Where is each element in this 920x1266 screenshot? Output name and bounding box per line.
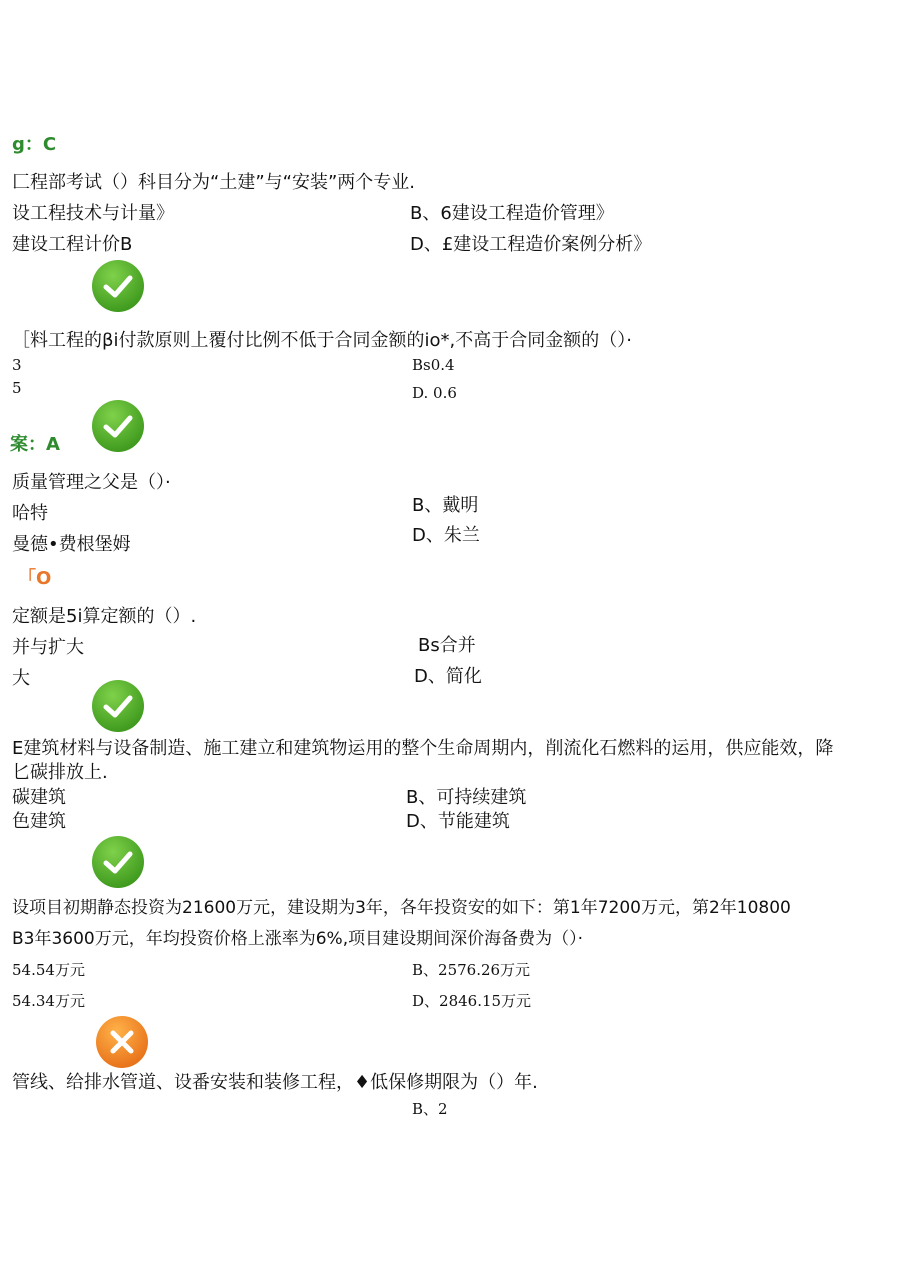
option-b: Bs合并 (418, 635, 476, 656)
option-d: D. 0.6 (412, 384, 457, 402)
option-d: D、节能建筑 (406, 811, 510, 832)
option-c: 建设工程计价B (12, 234, 133, 255)
option-b: B、可持续建筑 (406, 787, 527, 808)
question-6-text: 设项目初期静态投资为21600万元，建设期为3年，各年投资安的如下：第1年7200万元，第2年10800 (12, 898, 791, 918)
option-d: D、2846.15万元 (412, 992, 532, 1010)
question-3-text: 质量管理之父是（）· (12, 472, 171, 493)
option-d: D、朱兰 (412, 525, 480, 546)
option-b: B、2576.26万元 (412, 961, 531, 979)
question-5-text: E建筑材料与设备制造、施工建立和建筑物运用的整个生命周期内，削流化石燃料的运用，供应能效，降 (12, 738, 834, 759)
option-a: 54.54万元 (12, 961, 85, 979)
option-a: 设工程技术与计量》 (12, 203, 174, 224)
answer-label: g：C (12, 134, 57, 155)
option-a: 哈特 (12, 503, 48, 524)
option-c: 54.34万元 (12, 992, 85, 1010)
question-7-text: 管线、给排水管道、设番安装和装修工程，♦低保修期限为（）年. (12, 1072, 538, 1093)
cross-icon (94, 1014, 150, 1070)
option-c: 5 (12, 379, 22, 397)
option-a: 并与扩大 (12, 637, 84, 658)
option-b: B、戴明 (412, 495, 479, 516)
question-5-text-cont: 匕碳排放上. (12, 762, 108, 783)
check-icon (90, 398, 146, 454)
question-2-text: ［料工程的βi付款原则上覆付比例不低于合同金额的io*,不高于合同金额的（）· (12, 330, 632, 351)
option-d: D、£建设工程造价案例分析》 (410, 234, 652, 255)
question-4-text: 定额是5i算定额的（）. (12, 606, 197, 627)
answer-label: 案：A (10, 434, 60, 455)
option-b: Bs0.4 (412, 356, 455, 374)
question-6-text-cont: B3年3600万元，年均投资价格上涨率为6%,项目建设期间深价海备费为（）· (12, 929, 584, 949)
check-icon (90, 834, 146, 890)
option-a: 碳建筑 (12, 787, 66, 808)
option-d: D、简化 (414, 666, 482, 687)
option-b: B、6建设工程造价管理》 (410, 203, 614, 224)
answer-label: 「O (18, 568, 52, 589)
option-c: 曼德•费根堡姆 (12, 534, 131, 555)
check-icon (90, 258, 146, 314)
option-b: B、2 (412, 1100, 448, 1118)
check-icon (90, 678, 146, 734)
option-c: 色建筑 (12, 811, 66, 832)
option-c: 大 (12, 668, 30, 689)
option-a: 3 (12, 356, 22, 374)
question-1-text: 匚程部考试（）科目分为“土建”与“安装”两个专业. (12, 172, 416, 193)
